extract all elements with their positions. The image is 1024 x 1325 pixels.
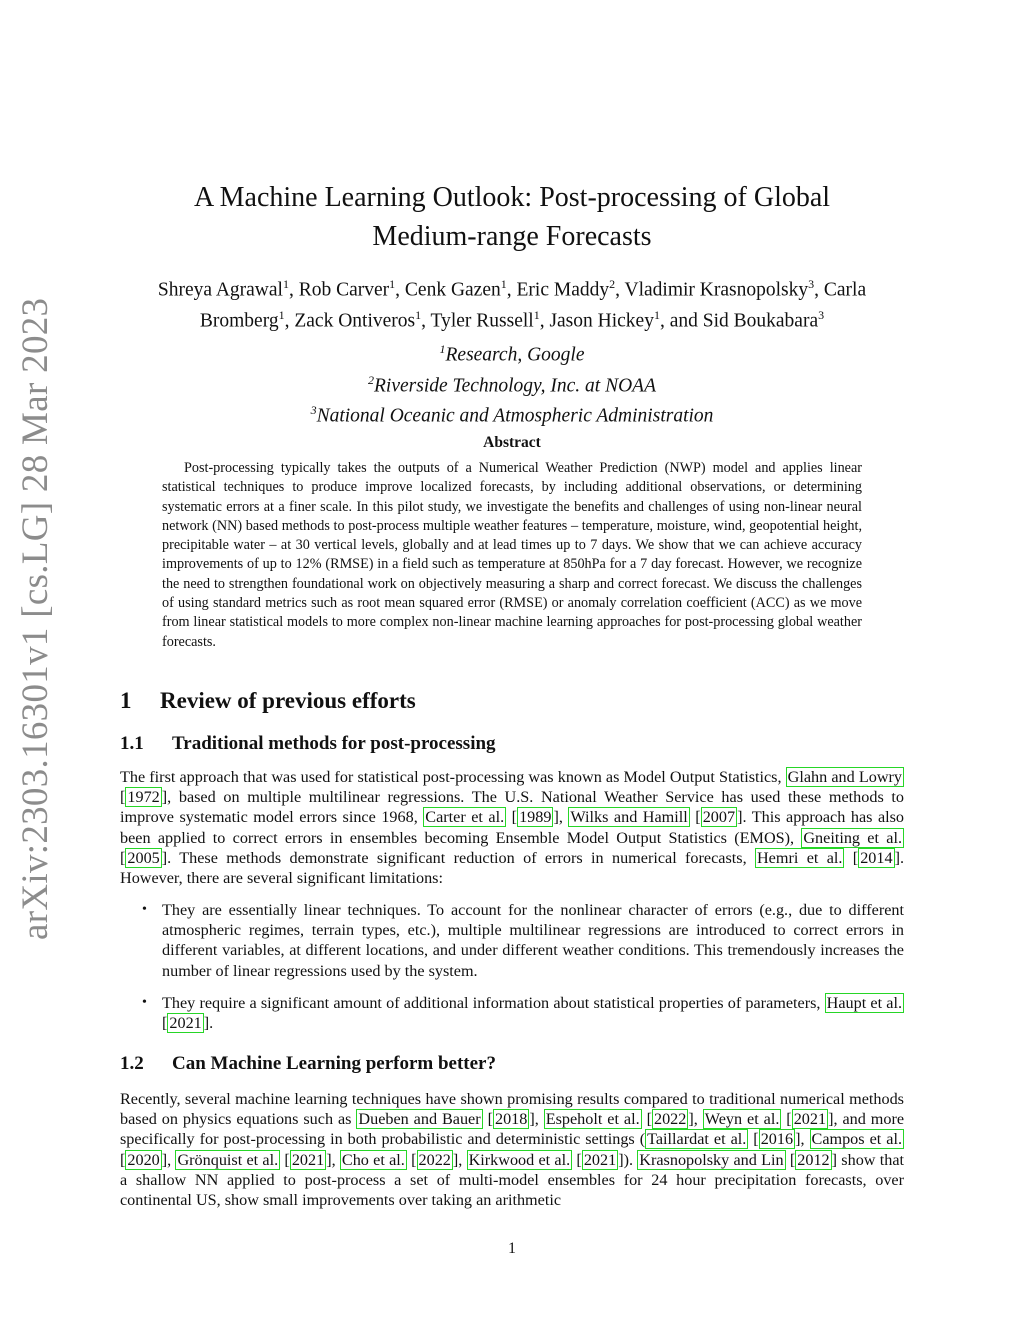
title-line-1: A Machine Learning Outlook: Post-processing of Global [193, 182, 831, 213]
bullet-icon: • [142, 902, 147, 917]
list-item [120, 900, 904, 981]
citation-link[interactable]: Weyn et al. [704, 1110, 780, 1129]
citation-link[interactable]: Hemri et al. [756, 848, 843, 867]
affiliation-line [120, 398, 904, 429]
citation-link[interactable]: 2014 [860, 848, 893, 867]
text-run: They are essentially linear techniques. To account for the nonlinear character of errors (e.g., due to different atmospheric regimes, terrain types, etc.), multiple multilinear regressions are introduced to correct errors in different variables, at different locations, and under different weather conditions. This tremendously increases the number of linear regressions used by the system. [162, 901, 904, 980]
affiliation-marker: 1 [282, 277, 289, 291]
citation-link[interactable]: 2020 [127, 1150, 160, 1169]
text-run: [ [120, 848, 126, 867]
affiliation-line [120, 337, 904, 368]
affiliation-marker: 3 [818, 307, 825, 322]
text-run: ]. However, there are several significant limitations: [120, 848, 905, 888]
text-run: [ [785, 1150, 796, 1169]
affiliation-name: Research, Google [445, 344, 585, 366]
affiliation-marker: 1 [415, 307, 422, 322]
citation-link[interactable]: Krasnopolsky and Lin [639, 1150, 784, 1169]
affiliation-line [120, 368, 904, 399]
citation-link[interactable]: 2022 [418, 1150, 451, 1169]
paper-title [120, 178, 904, 256]
arxiv-identifier: arXiv:2303.16301v1 [cs.LG] 28 Mar 2023 [15, 297, 56, 940]
text-run: [ [162, 1014, 168, 1033]
citation-link[interactable]: 2021 [793, 1110, 827, 1129]
author-name: Tyler Russell [430, 310, 534, 331]
section-1-1-heading [120, 733, 904, 755]
text-run: [ [641, 1110, 652, 1129]
text-run: [ [406, 1150, 417, 1169]
affiliation-marker: 1 [389, 277, 396, 291]
citation-link[interactable]: 2021 [583, 1150, 617, 1169]
affiliation-marker: 1 [500, 277, 507, 291]
section-1-2-paragraph [120, 1089, 904, 1210]
affiliation-marker: 3 [808, 277, 815, 291]
text-run: ]. This approach has also been applied to correct errors in ensembles becoming Ensemble Model Output Statistics (EMOS), [120, 808, 905, 847]
text-run: [ [844, 848, 859, 867]
text-run: ], and more specifically for post-processing in both probabilistic and deterministic settings ( [120, 1110, 905, 1149]
section-title: Can Machine Learning perform better? [172, 1053, 496, 1074]
author-name: Eric Maddy [516, 279, 610, 301]
citation-link[interactable]: Cho et al. [341, 1150, 405, 1169]
bullet-icon: • [142, 994, 147, 1010]
affiliation-marker: 1 [278, 307, 285, 322]
citation-link[interactable]: 2021 [291, 1150, 325, 1169]
text-run: [ [120, 788, 126, 807]
affiliation-name: National Oceanic and Atmospheric Administration [316, 405, 714, 427]
text-run: ], based on multiple multilinear regressions. The U.S. National Weather Service has used these methods to improve systematic model errors since 1968, [120, 788, 904, 827]
page-number: 1 [508, 1240, 516, 1257]
text-run: They require a significant amount of additional information about statistical properties of parameters, [162, 993, 825, 1012]
section-number: 1.2 [120, 1053, 144, 1074]
citation-link[interactable]: Dueben and Bauer [358, 1110, 481, 1129]
author-name: Jason Hickey [549, 310, 654, 331]
text-run: ] show that a shallow NN applied to post-process a set of multi-model ensembles for 24 hour precipitation forecasts, over continental US, show small improvements over taking an arithmetic [120, 1150, 905, 1210]
text-run: The first approach that was used for statistical post-processing was known as Model Output Statistics, [120, 768, 786, 786]
citation-link[interactable]: 2021 [169, 1014, 202, 1033]
citation-link[interactable]: 2022 [653, 1110, 687, 1129]
limitations-list [120, 900, 904, 1033]
citation-link[interactable]: 2018 [494, 1110, 528, 1129]
section-1-2-heading [120, 1053, 904, 1075]
citation-link[interactable]: 2007 [702, 808, 736, 827]
section-number: 1.1 [120, 733, 144, 754]
section-number: 1 [120, 688, 132, 713]
abstract-text: Post-processing typically takes the outputs of a Numerical Weather Prediction (NWP) model and applies linear statistical techniques to produce improve localized forecasts, by including additional observations, or determining systematic errors at a finer scale. In this pilot study, we investigate the benefits and challenges of using non-linear neural network (NN) based methods to post-process multiple weather features – temperature, moisture, wind, geopotential height, precipitable water – at 30 vertical levels, globally and at lead times up to 7 days. We show that we can achieve accuracy improvements of up to 12% (RMSE) in a field such as temperature at 850hPa for a 7 day forecast. However, we recognize the need to strengthen foundational work on objectively measuring a sharp and correct forecast. We discuss the challenges of using standard metrics such as root mean squared error (RMSE) or anomaly correlation coefficient (ACC) as we move from linear statistical models to more complex non-linear machine learning approaches for post-processing global weather forecasts. [162, 460, 862, 650]
title-line-2: Medium-range Forecasts [372, 221, 652, 252]
text-run: [ [689, 808, 701, 827]
citation-link[interactable]: Grönquist et al. [177, 1150, 279, 1169]
author-list: Shreya Agrawal$^1$, Rob Carver$^1$, Cenk Gazen$^1$, Eric Maddy$^2$, Vladimir Krasnopolsky$^3$, Carla Bromberg$^1$, Zack Ontiveros$^1$, Tyler Russell$^1$, Jason Hickey$^1$, and Sid Boukabara$^3$ [157, 277, 867, 331]
text-run: ], [529, 1110, 544, 1129]
text-run: [ [748, 1130, 759, 1149]
author-name: Vladimir Krasnopolsky [624, 279, 809, 301]
citation-link[interactable]: Taillardat et al. [647, 1130, 747, 1149]
citation-link[interactable]: Campos et al. [811, 1130, 902, 1149]
citation-link[interactable]: 2005 [127, 848, 160, 867]
abstract-heading: Abstract [483, 434, 541, 451]
author-name: Shreya Agrawal [157, 279, 283, 301]
text-run: [ [506, 808, 518, 827]
affiliation-number: 1 [439, 342, 446, 356]
citation-link[interactable]: Carter et al. [425, 808, 505, 827]
text-run: Recently, several machine learning techniques have shown promising results compared to traditional numerical methods based on physics equations such as [120, 1090, 904, 1129]
affiliation-number: 2 [368, 372, 374, 387]
text-run: ], [553, 808, 569, 827]
affiliation-list [120, 337, 904, 429]
list-item [120, 993, 904, 1033]
author-name: Carla Bromberg [199, 279, 867, 331]
citation-link[interactable]: Kirkwood et al. [468, 1150, 571, 1169]
citation-link[interactable]: Glahn and Lowry [787, 768, 902, 786]
text-run: [ [572, 1150, 582, 1169]
text-run: [ [781, 1110, 792, 1129]
citation-link[interactable]: 2016 [760, 1130, 794, 1149]
text-run: [ [482, 1110, 493, 1129]
citation-link[interactable]: Gneiting et al. [803, 828, 902, 847]
section-1-heading [120, 688, 904, 714]
text-run: [ [120, 1150, 126, 1169]
affiliation-marker: 2 [609, 277, 616, 291]
citation-link[interactable]: Wilks and Hamill [570, 808, 688, 827]
text-run: ], [452, 1150, 467, 1169]
citation-link[interactable]: Espeholt et al. [545, 1110, 640, 1129]
citation-link[interactable]: 1972 [127, 788, 160, 807]
text-run: ], [795, 1130, 810, 1149]
text-run: ], [326, 1150, 340, 1169]
author-name: Zack Ontiveros [294, 310, 416, 331]
affiliation-marker: 1 [533, 307, 540, 322]
text-run: ], [161, 1150, 176, 1169]
author-name: Cenk Gazen [404, 279, 501, 301]
section-1-1-paragraph [120, 767, 904, 888]
text-run: ]). [618, 1150, 638, 1169]
citation-link[interactable]: Haupt et al. [826, 993, 902, 1012]
affiliation-number: 3 [310, 403, 317, 417]
citation-link[interactable]: 1989 [519, 808, 552, 827]
author-name: Rob Carver [298, 279, 390, 301]
text-run: ], [688, 1110, 703, 1129]
text-run: [ [280, 1150, 290, 1169]
affiliation-marker: 1 [653, 307, 660, 322]
text-run: ]. These methods demonstrate significant reduction of errors in numerical forecasts, [161, 848, 755, 867]
author-name: Sid Boukabara [702, 310, 819, 331]
citation-link[interactable]: 2012 [797, 1150, 830, 1169]
section-title: Traditional methods for post-processing [172, 733, 496, 754]
text-run: ]. [203, 1014, 214, 1033]
affiliation-name: Riverside Technology, Inc. at NOAA [374, 375, 656, 396]
section-title: Review of previous efforts [160, 688, 416, 713]
